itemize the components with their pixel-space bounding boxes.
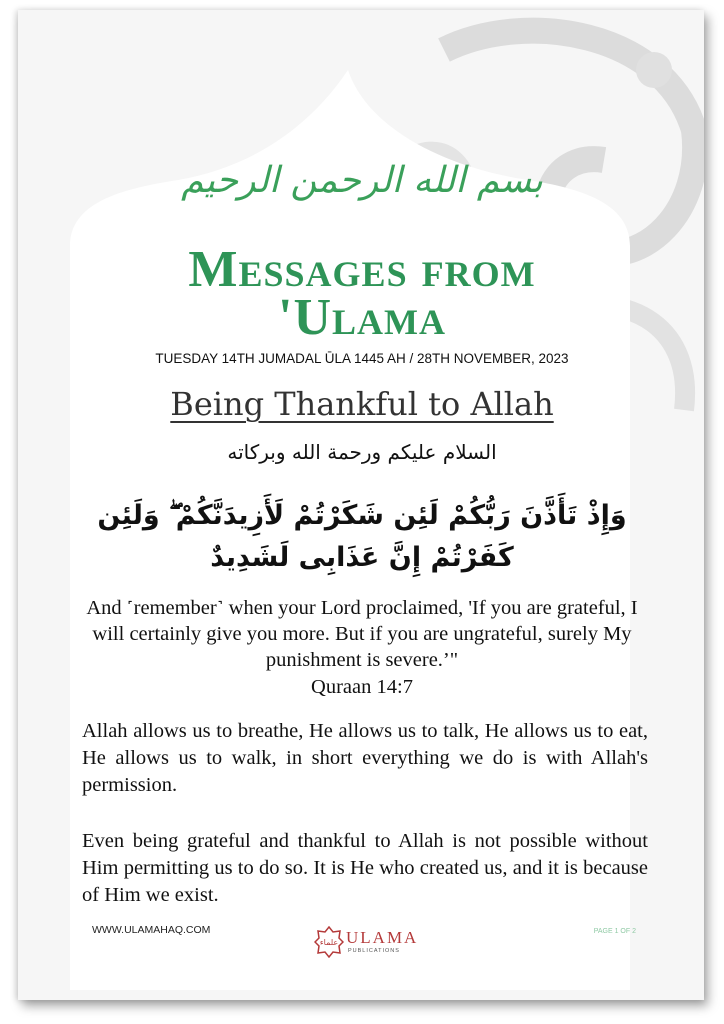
website-link[interactable]: WWW.ULAMAHAQ.COM: [92, 924, 211, 936]
body-paragraph-2: Even being grateful and thankful to Allah is not possible without Him permitting us to do so. It is He who created us, and it is because of Him we exist.: [82, 830, 648, 906]
bismillah-calligraphy: بسم الله الرحمن الرحيم: [181, 160, 543, 201]
salaam-greeting: السلام عليكم ورحمة الله وبركاته: [227, 440, 497, 464]
logo-emblem-icon: [314, 926, 344, 958]
ayah-translation: And ˹remember˺ when your Lord proclaimed, 'If you are grateful, I will certainly give you more. But if you are ungrateful, surely My punishment is severe.’": [86, 597, 638, 671]
title-line-2: 'Ulama: [278, 289, 446, 346]
logo-emblem-text: علماء: [319, 938, 339, 947]
ayah-line-2: كَفَرْتُمْ إِنَّ عَذَابِى لَشَدِيدٌ: [210, 542, 514, 573]
body-paragraph-1: Allah allows us to breathe, He allows us to talk, He allows us to eat, He allows us to walk, in short everything we do is with Allah's permission.: [82, 720, 648, 796]
ayah-reference: Quraan 14:7: [311, 676, 413, 698]
article-heading: Being Thankful to Allah: [170, 385, 554, 423]
page-number: PAGE 1 OF 2: [593, 928, 636, 935]
date-line: TUESDAY 14TH JUMADAL ŪLA 1445 AH / 28TH NOVEMBER, 2023: [155, 351, 569, 366]
ulama-publications-logo: [314, 926, 419, 960]
logo-sub-text: PUBLICATIONS: [348, 948, 400, 954]
title-line-1: Messages from: [188, 241, 536, 298]
logo-brand-text: ULAMA: [346, 928, 419, 947]
ayah-line-1: وَإِذْ تَأَذَّنَ رَبُّكُمْ لَئِن شَكَرْتُمْ لَأَزِيدَنَّكُمْ ۖ وَلَئِن: [97, 500, 627, 531]
